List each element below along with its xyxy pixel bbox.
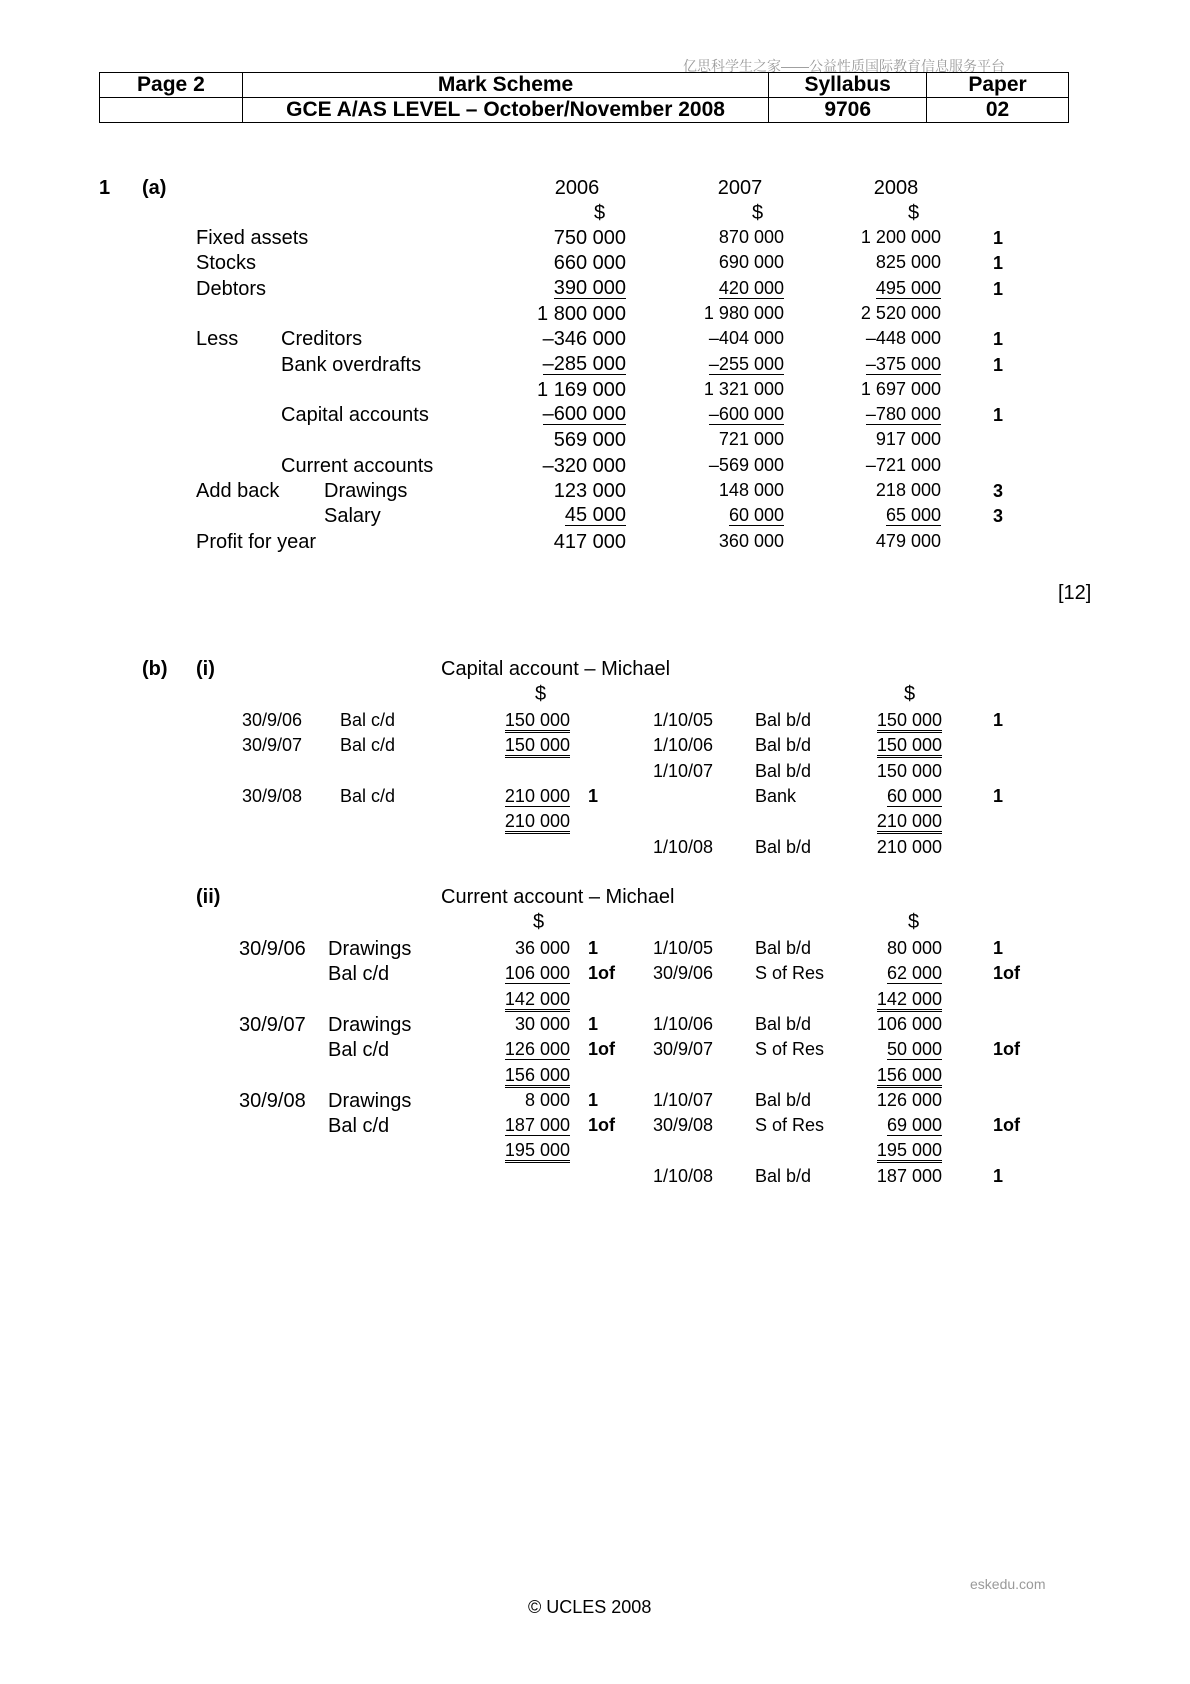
row-value-2007: 1 321 000 — [703, 378, 784, 399]
debit-label: Bal c/d — [328, 1039, 390, 1062]
credit-label: S of Res — [755, 1039, 825, 1060]
row-value-2006: 1 169 000 — [537, 378, 626, 401]
debit-amount: 156 000 — [505, 1065, 570, 1088]
current-account-title: Current account – Michael — [441, 886, 675, 908]
credit-mark: 1of — [993, 1039, 1020, 1060]
footer-copyright: © UCLES 2008 — [528, 1597, 652, 1617]
credit-label: S of Res — [755, 1115, 825, 1136]
currency-2008: $ — [908, 202, 920, 224]
credit-date: 1/10/07 — [653, 1089, 714, 1110]
debit-label: Bal c/d — [340, 785, 396, 806]
credit-date: 1/10/08 — [653, 1165, 714, 1186]
credit-label: Bal b/d — [755, 836, 812, 857]
row-value-2008: 218 000 — [875, 480, 941, 500]
debit-date: 30/9/06 — [239, 938, 306, 960]
row-label: Debtors — [196, 277, 267, 300]
row-value-2007: 690 000 — [718, 252, 784, 273]
current-debit-currency: $ — [533, 911, 545, 933]
row-label: Less — [196, 328, 239, 351]
row-addback-label: Salary — [324, 505, 381, 528]
row-value-2008: –375 000 — [865, 353, 941, 374]
debit-label: Drawings — [328, 1089, 412, 1112]
debit-mark: 1of — [588, 1115, 615, 1136]
credit-date: 30/9/08 — [653, 1115, 714, 1136]
debit-amount: 8 000 — [524, 1089, 570, 1110]
row-value-2008: 825 000 — [875, 252, 941, 273]
currency-2007: $ — [752, 202, 764, 224]
row-value-2007: –255 000 — [708, 353, 784, 374]
credit-label: Bal b/d — [755, 1165, 812, 1186]
row-value-2008: 1 697 000 — [860, 378, 941, 399]
year-2006: 2006 — [554, 177, 600, 199]
credit-mark: 1of — [993, 1115, 1020, 1136]
credit-label: S of Res — [755, 963, 825, 984]
row-value-2008: 917 000 — [875, 429, 941, 450]
credit-date: 30/9/06 — [653, 963, 714, 984]
row-value-2006: 417 000 — [553, 530, 626, 553]
credit-amount: 62 000 — [886, 963, 942, 984]
credit-amount: 106 000 — [876, 1013, 942, 1034]
header-table — [99, 72, 1069, 123]
debit-amount: 150 000 — [505, 735, 570, 758]
row-value-2006: –600 000 — [542, 403, 626, 426]
row-value-2008: 479 000 — [875, 530, 941, 551]
row-sublabel: Bank overdrafts — [281, 353, 422, 376]
year-2007: 2007 — [717, 177, 763, 199]
part-b-i-label: (i) — [196, 658, 215, 680]
row-value-2008: 65 000 — [885, 505, 941, 526]
header-empty-cell — [100, 98, 243, 123]
credit-mark: 1 — [993, 938, 1004, 958]
debit-amount: 210 000 — [505, 811, 570, 834]
credit-amount: 195 000 — [877, 1140, 942, 1163]
row-addback-label: Drawings — [324, 480, 408, 502]
credit-date: 1/10/08 — [653, 836, 714, 857]
row-value-2008: –780 000 — [865, 404, 941, 425]
credit-date: 1/10/05 — [653, 938, 714, 958]
credit-mark: 1 — [993, 785, 1004, 806]
row-value-2007: –569 000 — [708, 454, 784, 475]
debit-mark: 1 — [588, 785, 599, 806]
credit-amount: 60 000 — [886, 785, 942, 806]
part-a-label: (a) — [142, 177, 167, 199]
row-value-2007: –404 000 — [708, 328, 784, 349]
credit-amount: 50 000 — [886, 1039, 942, 1060]
debit-label: Bal c/d — [340, 710, 396, 730]
debit-date: 30/9/07 — [239, 1013, 306, 1036]
header-syllabus-label: Syllabus — [769, 73, 927, 98]
part-b-label: (b) — [142, 658, 168, 680]
credit-amount: 80 000 — [886, 938, 942, 958]
row-value-2006: 45 000 — [564, 504, 626, 527]
row-sublabel: Capital accounts — [281, 404, 429, 427]
debit-amount: 150 000 — [505, 710, 570, 733]
debit-label: Bal c/d — [328, 1115, 390, 1138]
credit-label: Bal b/d — [755, 1089, 812, 1110]
watermark-top: 亿思科学生之家——公益性质国际教育信息服务平台 — [683, 58, 1005, 74]
row-value-2006: 750 000 — [553, 227, 626, 249]
currency-2006: $ — [594, 202, 606, 224]
row-value-2006: 1 800 000 — [537, 302, 626, 325]
row-value-2006: 569 000 — [553, 429, 626, 452]
debit-date: 30/9/08 — [242, 785, 303, 806]
row-value-2007: 60 000 — [728, 505, 784, 526]
credit-amount: 187 000 — [876, 1165, 942, 1186]
capital-credit-currency: $ — [904, 683, 916, 705]
credit-amount: 142 000 — [877, 989, 942, 1012]
debit-mark: 1 — [588, 1089, 599, 1110]
header-mark-scheme: Mark Scheme — [242, 73, 768, 98]
credit-amount: 69 000 — [886, 1115, 942, 1136]
credit-mark: 1 — [993, 710, 1004, 730]
header-exam: GCE A/AS LEVEL – October/November 2008 — [242, 98, 768, 123]
row-mark: 1 — [993, 354, 1004, 375]
capital-account-title: Capital account – Michael — [441, 658, 671, 680]
row-mark: 1 — [993, 228, 1004, 248]
credit-label: Bal b/d — [755, 760, 812, 781]
credit-label: Bal b/d — [755, 1013, 812, 1034]
credit-label: Bank — [755, 785, 797, 806]
part-b-ii-label: (ii) — [196, 886, 221, 908]
credit-amount: 126 000 — [876, 1089, 942, 1110]
credit-amount: 150 000 — [876, 760, 942, 781]
row-value-2008: –721 000 — [865, 454, 941, 475]
debit-label: Bal c/d — [340, 735, 396, 756]
row-label: Stocks — [196, 252, 257, 275]
header-paper: 02 — [927, 98, 1069, 123]
header-syllabus: 9706 — [769, 98, 927, 123]
credit-date: 1/10/07 — [653, 760, 714, 781]
debit-mark: 1of — [588, 963, 615, 984]
header-paper-label: Paper — [927, 73, 1069, 98]
debit-label: Drawings — [328, 1013, 412, 1036]
debit-amount: 187 000 — [504, 1115, 570, 1136]
capital-debit-currency: $ — [535, 683, 547, 705]
watermark-bottom: eskedu.com — [970, 1576, 1046, 1592]
row-mark: 3 — [993, 506, 1004, 527]
credit-date: 30/9/07 — [653, 1039, 714, 1060]
row-value-2006: –346 000 — [542, 328, 626, 351]
row-mark: 3 — [993, 481, 1004, 501]
credit-date: 1/10/06 — [653, 1013, 714, 1034]
credit-label: Bal b/d — [755, 938, 812, 958]
debit-mark: 1of — [588, 1039, 615, 1060]
row-mark: 1 — [993, 405, 1004, 426]
row-value-2006: 660 000 — [553, 252, 626, 275]
credit-amount: 156 000 — [877, 1065, 942, 1088]
current-credit-currency: $ — [908, 911, 920, 933]
row-value-2006: 390 000 — [553, 276, 626, 299]
debit-amount: 30 000 — [514, 1013, 570, 1034]
debit-amount: 106 000 — [504, 963, 570, 984]
credit-date: 1/10/05 — [653, 710, 714, 730]
credit-amount: 150 000 — [877, 735, 942, 758]
row-value-2007: 1 980 000 — [703, 302, 784, 323]
question-number: 1 — [99, 177, 111, 199]
credit-amount: 210 000 — [877, 811, 942, 834]
row-value-2007: 148 000 — [718, 480, 784, 500]
header-page: Page 2 — [100, 73, 243, 98]
row-value-2006: –285 000 — [542, 352, 626, 375]
debit-label: Drawings — [328, 938, 412, 960]
credit-amount: 210 000 — [876, 836, 942, 857]
debit-amount: 126 000 — [504, 1039, 570, 1060]
row-mark: 1 — [993, 329, 1004, 350]
row-value-2008: –448 000 — [865, 328, 941, 349]
row-mark: 1 — [993, 278, 1004, 299]
row-value-2007: 420 000 — [718, 277, 784, 298]
debit-mark: 1 — [588, 1013, 599, 1034]
debit-mark: 1 — [588, 938, 599, 958]
row-value-2008: 495 000 — [875, 277, 941, 298]
debit-label: Bal c/d — [328, 963, 390, 986]
debit-date: 30/9/06 — [242, 710, 303, 730]
row-sublabel: Current accounts — [281, 454, 434, 477]
row-value-2007: –600 000 — [708, 404, 784, 425]
credit-label: Bal b/d — [755, 710, 812, 730]
debit-amount: 36 000 — [514, 938, 570, 958]
debit-date: 30/9/08 — [239, 1089, 306, 1112]
row-value-2006: –320 000 — [542, 454, 626, 477]
credit-date: 1/10/06 — [653, 735, 714, 756]
credit-label: Bal b/d — [755, 735, 812, 756]
row-value-2008: 1 200 000 — [860, 227, 941, 247]
credit-amount: 150 000 — [877, 710, 942, 733]
credit-mark: 1of — [993, 963, 1020, 984]
debit-amount: 142 000 — [505, 989, 570, 1012]
row-mark: 1 — [993, 253, 1004, 274]
debit-amount: 195 000 — [505, 1140, 570, 1163]
debit-date: 30/9/07 — [242, 735, 303, 756]
total-marks: [12] — [1058, 582, 1092, 604]
row-value-2007: 721 000 — [718, 429, 784, 450]
row-sublabel: Creditors — [281, 328, 363, 351]
row-label: Fixed assets — [196, 227, 309, 249]
year-2008: 2008 — [873, 177, 919, 199]
row-value-2007: 360 000 — [718, 530, 784, 551]
debit-amount: 210 000 — [504, 785, 570, 806]
row-value-2006: 123 000 — [553, 480, 626, 502]
row-value-2008: 2 520 000 — [860, 302, 941, 323]
credit-mark: 1 — [993, 1165, 1004, 1186]
row-value-2007: 870 000 — [718, 227, 784, 247]
row-label: Profit for year — [196, 530, 317, 553]
row-label: Add back — [196, 480, 280, 502]
